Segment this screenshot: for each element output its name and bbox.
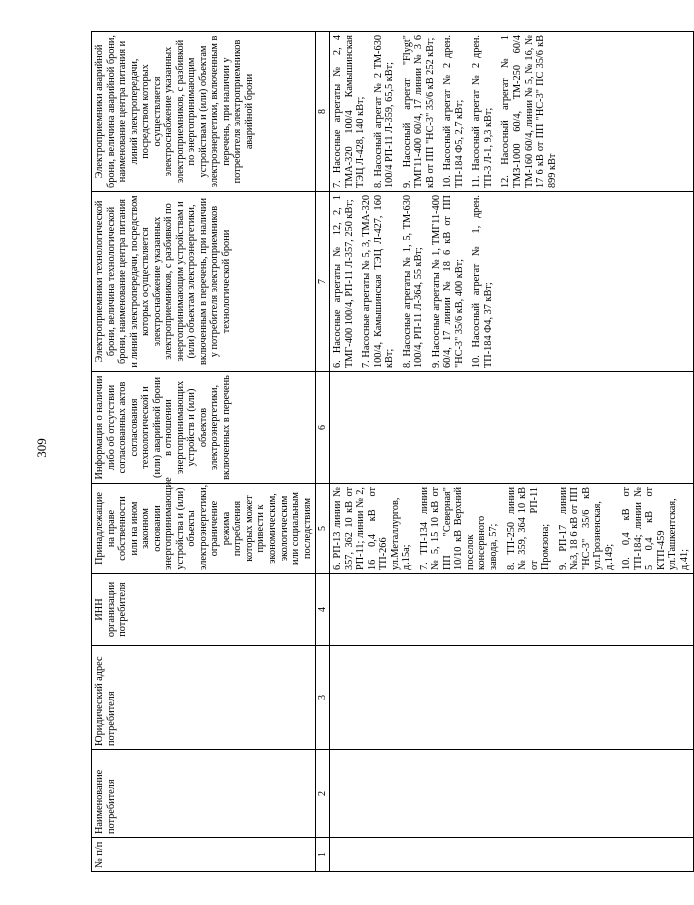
emergency-reserve-item: 11. Насосный агрегат № 2 дрен. ТП-3 Л-1, 9,3 кВт; <box>471 35 494 188</box>
header-cell-8: Электроприемники аварийной брони, величина аварийной брони, наименование центра питания и линий электропередачи, посредством которых осуществляется электроснабжение указанных электроприемников, с разбивкой по энергопринимающим устройствам и (или) объектам электроэнергетики, включенным в перечень, при наличии у потребителя электроприемников аварийной брони <box>92 32 316 192</box>
cell-technological-reserve <box>330 192 693 372</box>
device-item: 9. РП-17 линии №3, 18 6 кВ от ПП "НС-3" 35/6 кВ ул.Грозненская, д.149; <box>557 487 615 570</box>
emergency-reserve-item: 9. Насосный агрегат "Flygt" ТМГ11-400 60/4, 17 линии № 3 6 кВ от ПП "НС-3" 35/6 кВ 252 кВт; <box>401 35 436 188</box>
device-item: 8. ТП-250 линии № 359, 364 10 кВ от РП-11 Промзона; <box>505 487 552 570</box>
column-number: 6 <box>316 372 330 484</box>
emergency-reserve-item: 7. Насосные агрегаты № 2, 4 ТМА-320 100/4 Камышинская ТЭЦ Л-428, 140 кВт; <box>332 35 367 188</box>
cell-agreement-info <box>330 372 693 484</box>
header-cell-4: ИНН организации потребителя <box>92 574 316 646</box>
device-item: 7. ТП-134 линии № 5, 15 10 кВ от ПП "Северная" 10/10 кВ Верхний поселок консервного завода, 57; <box>418 487 499 570</box>
header-cell-1: № п/п <box>92 838 316 872</box>
header-cell-6: Информация о наличии либо об отсутствии согласованных актов согласования технологической и (или) аварийной брони в отношении энергопринимающих устройств и (или) объектов электроэнергетики, включенных в перечень <box>92 372 316 484</box>
cell-consumer-name <box>330 750 693 838</box>
cell-legal-address <box>330 646 693 750</box>
tech-reserve-item: 7. Насосные агрегаты № 5, 3, ТМА-320 100/4, Камышинская ТЭЦ Л-427, 160 кВт; <box>361 195 396 368</box>
column-number: 7 <box>316 192 330 372</box>
cell-emergency-reserve <box>330 32 693 192</box>
header-cell-3: Юридический адрес потребителя <box>92 646 316 750</box>
column-number: 3 <box>316 646 330 750</box>
emergency-reserve-item: 12. Насосный агрегат № 1 ТМЗ-1000 60/4, ТМ-250 60/4 ТМ-160 60/4, линии № 5, № 16, № 17 6 кВ от ПП "НС-3" ПС 35/6 кВ 899 кВт <box>500 35 558 188</box>
header-row <box>92 32 316 872</box>
header-cell-7: Электроприемники технологической брони, величина технологической брони, наименование центра питания и линий электропередачи, посредством которых осуществляется электроснабжение указанных электроприемников, с разбивкой по энергопринимающим устройствам и (или) объектам электроэнергетики, включенным в перечень, при наличии у потребителя электроприемников технологической брони <box>92 192 316 372</box>
cell-number <box>330 838 693 872</box>
column-number: 4 <box>316 574 330 646</box>
tech-reserve-item: 6. Насосные агрегаты № 12, 2, 1 ТМГ-400 100/4, РП-11 Л-357, 250 кВт; <box>332 195 355 368</box>
device-item: 10. 0,4 кВ от ТП-184; линии № 5 0,4 кВ от КТП-459 ул.Ташкентская, д.41; <box>621 487 690 570</box>
tech-reserve-item: 9. Насосные агрегаты № 1, ТМГ11-400 60/4, 17 линии № 18 6 кВ от ПП "НС-3" 35/6 кВ, 400 кВт; <box>430 195 465 368</box>
rotated-table-container <box>91 32 690 872</box>
tech-reserve-item: 10. Насосный агрегат № 1, дрен. ТП-184 Ф4, 37 кВт; <box>471 195 494 368</box>
device-item: 6. РП-13 линии № 357, 362 10 кВ от РП-11; линии № 2, 16 0,4 кВ от ТП-266 ул.Металлургов, д.15а; <box>332 487 413 570</box>
consumers-table <box>91 31 694 872</box>
table-row <box>330 32 693 872</box>
column-number-row <box>316 32 330 872</box>
cell-inn <box>330 574 693 646</box>
column-number: 8 <box>316 32 330 192</box>
page-number: 309 <box>34 438 49 458</box>
column-number: 2 <box>316 750 330 838</box>
header-cell-2: Наименование потребителя <box>92 750 316 838</box>
cell-devices <box>330 484 693 574</box>
column-number: 5 <box>316 484 330 574</box>
header-cell-5: Принадлежащие на праве собственности или на ином законном основании энергопринимающие устройства и (или) объекты электроэнергетики, ограничение режима потребления которых может привести к экономическим, экологическим или социальным последствиям <box>92 484 316 574</box>
tech-reserve-item: 8. Насосные агрегаты № 1, 5, ТМ-630 100/4, РП-11 Л-364, 55 кВт; <box>401 195 425 368</box>
emergency-reserve-item: 10. Насосный агрегат № 2 дрен. ТП-184 Ф5, 2,7 кВт; <box>442 35 465 188</box>
column-number: 1 <box>316 838 330 872</box>
emergency-reserve-item: 8. Насосный агрегат № 2 ТМ-630 100/4 РП-11 Л-359, 65,5 кВт; <box>372 35 396 188</box>
